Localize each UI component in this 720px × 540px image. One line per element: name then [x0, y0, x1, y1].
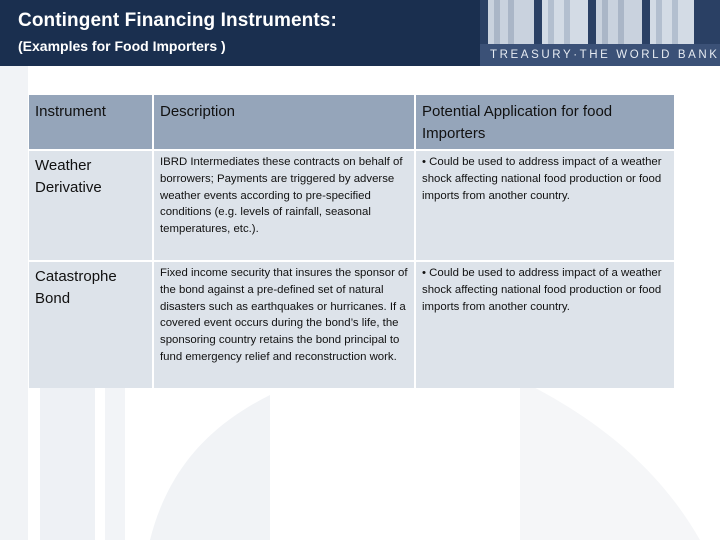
slide-title: Contingent Financing Instruments:: [18, 10, 337, 31]
column-header-instrument: Instrument: [29, 95, 153, 150]
slide-subtitle: (Examples for Food Importers ): [18, 38, 226, 54]
instruments-table: [29, 95, 674, 388]
application-cell: • Could be used to address impact of a weather shock affecting national food production or food imports from another country.: [415, 261, 674, 388]
instrument-cell: Catastrophe Bond: [29, 261, 153, 388]
column-header-application: Potential Application for food Importers: [415, 95, 674, 150]
description-cell: IBRD Intermediates these contracts on behalf of borrowers; Payments are triggered by adverse weather events according to pre-specified conditions (e.g. levels of rainfall, seasonal temperatures, etc.).: [153, 150, 415, 261]
table-row: [29, 150, 674, 261]
application-cell: • Could be used to address impact of a weather shock affecting national food production or food imports from another country.: [415, 150, 674, 261]
slide-header: [0, 0, 720, 66]
instrument-cell: Weather Derivative: [29, 150, 153, 261]
column-header-description: Description: [153, 95, 415, 150]
description-cell: Fixed income security that insures the sponsor of the bond against a pre-defined set of natural disasters such as earthquakes or hurricanes. If a covered event occurs during the bond’s life, the sponsoring country retains the bond principal to fund emergency relief and reconstruction work.: [153, 261, 415, 388]
logo-text: TREASURY·THE WORLD BANK: [490, 49, 720, 61]
table-header-row: [29, 95, 674, 150]
table-row: [29, 261, 674, 388]
